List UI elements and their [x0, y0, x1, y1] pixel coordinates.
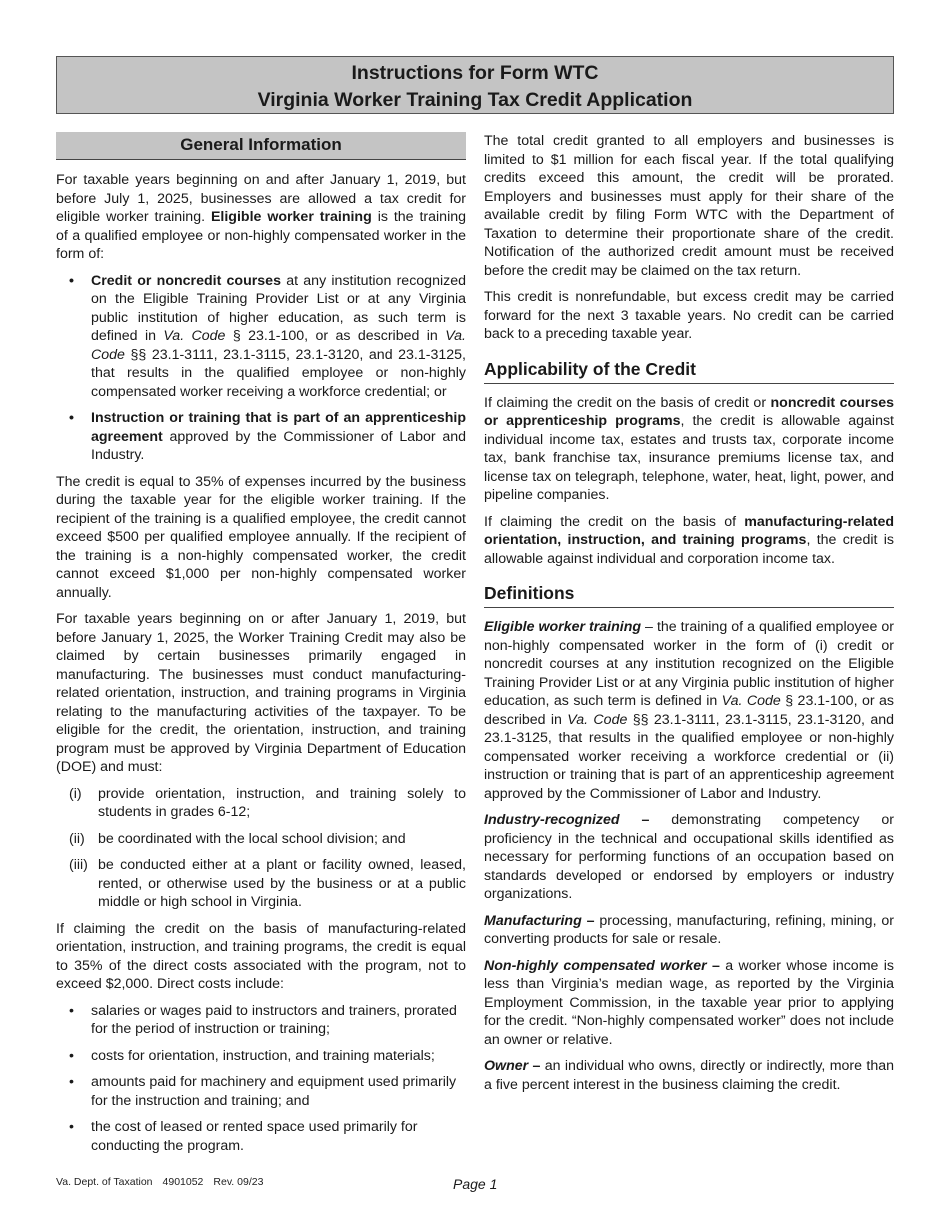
list-item: (iii) be conducted either at a plant or facility owned, leased, rented, or otherwise used by the business or at a public middle or high school in Virginia. [69, 857, 466, 910]
left-column [56, 132, 466, 1163]
list-item: • Instruction or training that is part of an apprenticeship agreement approved by the Commissioner of Labor and Industry. [56, 409, 466, 465]
definitions-heading: Definitions [484, 582, 894, 608]
direct-costs-paragraph: If claiming the credit on the basis of manufacturing-related orientation, instruction, and training programs, the credit is equal to 35% of the direct costs associated with the program, not to exceed $2,000. Direct costs include: [56, 920, 466, 992]
applicability-heading: Applicability of the Credit [484, 358, 894, 384]
definition-non-highly-compensated-worker: Non-highly compensated worker – a worker whose income is less than Virginia’s median wage, as reported by the Virginia Employment Commission, in the taxable year prior to applying for the credit. “Non-highly compensated worker” does not include an owner or relative. [484, 957, 894, 1048]
applicability-paragraph-1: If claiming the credit on the basis of credit or noncredit courses or apprenticeship programs, the credit is allowable against individual income tax, estates and trusts tax, corporate income tax, bank franchise tax, insurance premiums license tax, and license tax on telegraph, telephone, water, heat, light, power, and pipeline companies. [484, 394, 895, 503]
page-number: Page 1 [453, 1176, 498, 1192]
title-line-1: Instructions for Form WTC [351, 62, 599, 84]
manufacturing-paragraph: For taxable years beginning on or after January 1, 2019, but before January 1, 2025, the Worker Training Credit may also be claimed by certain businesses primarily engaged in manufacturing. The businesses must conduct manufacturing-related orientation, instruction, and training programs in Virginia relating to the manufacturing activities of the taxpayer. To be eligible for the credit, the orientation, instruction, and training program must be approved by Virginia Department of Education (DOE) and must: [56, 611, 466, 775]
credit-amount-paragraph: The credit is equal to 35% of expenses incurred by the business during the taxable year for the eligible worker training. If the recipient of the training is a qualified employee, the credit cannot exceed $500 per qualified employee annually. If the recipient of the training is a non-highly compensated worker, the credit cannot exceed $1,000 per non-highly compensated worker annually. [56, 473, 466, 601]
list-item: (ii) be coordinated with the local school division; and [69, 830, 406, 847]
general-information-heading: General Information [56, 132, 466, 160]
requirements-list [56, 785, 466, 912]
footer [56, 1176, 273, 1188]
footer-dept: Va. Dept. of Taxation [56, 1176, 153, 1188]
applicability-paragraph-2: If claiming the credit on the basis of manufacturing-related orientation, instruction, and training programs, the credit is allowable against individual and corporation income tax. [484, 513, 894, 567]
title-line-2: Virginia Worker Training Tax Credit Application [257, 89, 693, 111]
list-item: • the cost of leased or rented space used primarily for conducting the program. [56, 1118, 466, 1155]
footer-form-number: 4901052 [162, 1176, 204, 1188]
list-item: • Credit or noncredit courses at any institution recognized on the Eligible Training Provider List or at any Virginia public institution of higher education, as such term is defined in Va. Code § 23.1-100, or as described in Va. Code §§ 23.1-3111, 23.1-3115, 23.1-3120, and 23.1-3125, that results in the qualified employee or non-highly compensated worker receiving a workforce credential; or [56, 272, 466, 402]
list-item: • costs for orientation, instruction, and training materials; [56, 1047, 466, 1066]
document-title [56, 56, 894, 114]
definition-owner: Owner – an individual who owns, directly or indirectly, more than a five percent interest in the business claiming the credit. [484, 1058, 894, 1093]
right-column [484, 132, 894, 1102]
list-item: • salaries or wages paid to instructors and trainers, prorated for the period of instruction or training; [56, 1002, 466, 1039]
intro-paragraph: For taxable years beginning on and after January 1, 2019, but before July 1, 2025, businesses are allowed a tax credit for eligible worker training. Eligible worker training is the training of a qualified employee or non-highly compensated worker in the form of: [56, 172, 467, 262]
training-forms-list [56, 272, 466, 465]
list-item: (i) provide orientation, instruction, and training solely to students in grades 6-12; [69, 785, 466, 820]
definition-industry-recognized: Industry-recognized – demonstrating competency or proficiency in the technical and occupational skills identified as necessary for performing functions of an occupation based on standards developed or endorsed by employers or industry organizations. [484, 812, 894, 902]
carryforward-paragraph: This credit is nonrefundable, but excess credit may be carried forward for the next 3 taxable years. No credit can be carried back to a preceding taxable year. [484, 289, 894, 342]
definition-manufacturing: Manufacturing – processing, manufacturing, refining, mining, or converting products for sale or resale. [484, 912, 894, 947]
definition-eligible-worker-training: Eligible worker training – the training of a qualified employee or non-highly compensated worker in the form of (i) credit or noncredit courses at any institution recognized on the Eligible Training Provider List or at any Virginia public institution of higher education, as such term is defined in Va. Code § 23.1-100, or as described in Va. Code §§ 23.1-3111, 23.1-3115, 23.1-3120, and 23.1-3125, that results in the qualified employee or non-highly compensated worker receiving a workforce credential or (ii) instruction or training that is part of an apprenticeship agreement approved by the Commissioner of Labor and Industry. [484, 619, 894, 802]
direct-costs-list [56, 1002, 466, 1156]
footer-revision: Rev. 09/23 [213, 1176, 264, 1188]
credit-limit-paragraph: The total credit granted to all employers and businesses is limited to $1 million for each fiscal year. If the total qualifying credits exceed this amount, the credit will be prorated. Employers and businesses must apply for their share of the available credit by filing Form WTC with the Department of Taxation to determine their proportionate share of the credit. Notification of the authorized credit amount must be received before the credit may be claimed on the tax return. [484, 133, 894, 279]
list-item: • amounts paid for machinery and equipment used primarily for the instruction and training; and [56, 1073, 466, 1110]
